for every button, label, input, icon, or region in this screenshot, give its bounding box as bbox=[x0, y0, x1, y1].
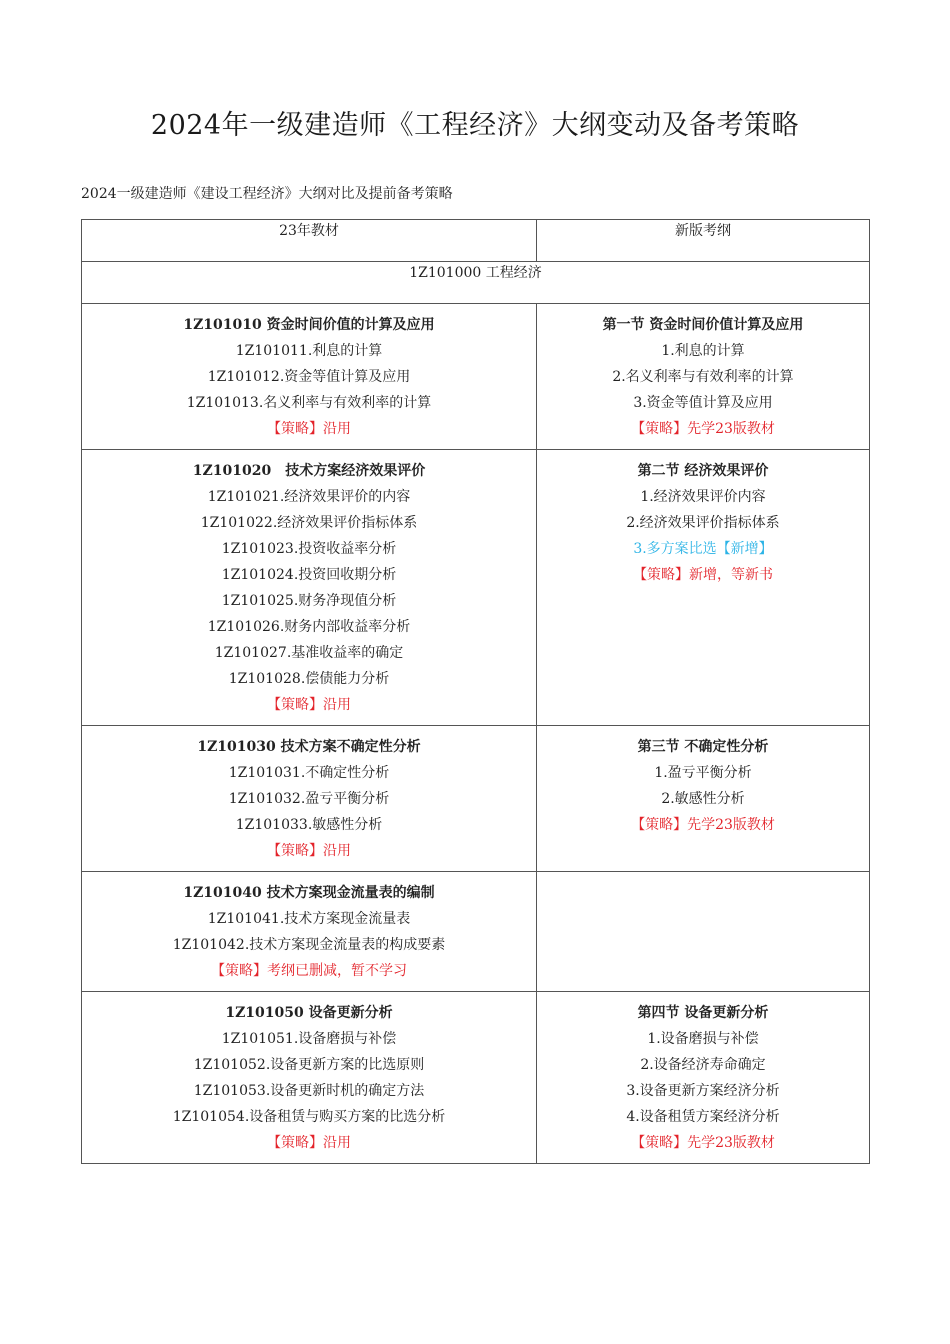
new-section-cell bbox=[537, 304, 870, 450]
table-header-row bbox=[82, 220, 870, 262]
section-item: 2.经济效果评价指标体系 bbox=[626, 515, 780, 531]
chapter-item: 1Z101021.经济效果评价的内容 bbox=[207, 489, 411, 505]
header-new-syllabus: 新版考纲 bbox=[537, 220, 870, 262]
old-chapter-cell bbox=[82, 872, 537, 992]
section-item: 2.名义利率与有效利率的计算 bbox=[612, 369, 794, 385]
section-title: 1Z101000 工程经济 bbox=[82, 262, 870, 304]
table-row bbox=[82, 304, 870, 450]
section-item: 1.经济效果评价内容 bbox=[640, 489, 766, 505]
document-title: 2024年一级建造师《工程经济》大纲变动及备考策略 bbox=[150, 110, 800, 141]
section-heading: 第四节 设备更新分析 bbox=[637, 1005, 769, 1021]
new-section-cell bbox=[537, 450, 870, 726]
section-title-row bbox=[82, 262, 870, 304]
section-item: 1.设备磨损与补偿 bbox=[647, 1031, 759, 1047]
chapter-heading: 1Z101040 技术方案现金流量表的编制 bbox=[183, 885, 435, 901]
chapter-item: 1Z101042.技术方案现金流量表的构成要素 bbox=[172, 937, 446, 953]
new-section-cell bbox=[537, 726, 870, 872]
section-item: 3.设备更新方案经济分析 bbox=[626, 1083, 780, 1099]
table-row bbox=[82, 992, 870, 1164]
chapter-item: 1Z101027.基准收益率的确定 bbox=[214, 645, 404, 661]
old-chapter-cell bbox=[82, 304, 537, 450]
section-item: 1.利息的计算 bbox=[661, 343, 745, 359]
chapter-item: 1Z101041.技术方案现金流量表 bbox=[207, 911, 411, 927]
new-section-cell-empty bbox=[537, 872, 870, 992]
chapter-item: 1Z101013.名义利率与有效利率的计算 bbox=[186, 395, 432, 411]
strategy-note: 【策略】沿用 bbox=[267, 1135, 351, 1151]
new-section-item: 3.多方案比选【新增】 bbox=[633, 541, 773, 557]
comparison-table bbox=[81, 219, 870, 1164]
chapter-item: 1Z101028.偿债能力分析 bbox=[228, 671, 390, 687]
new-section-cell bbox=[537, 992, 870, 1164]
chapter-item: 1Z101051.设备磨损与补偿 bbox=[221, 1031, 397, 1047]
section-item: 1.盈亏平衡分析 bbox=[654, 765, 752, 781]
strategy-note: 【策略】新增，等新书 bbox=[633, 567, 773, 583]
chapter-item: 1Z101011.利息的计算 bbox=[235, 343, 383, 359]
chapter-item: 1Z101054.设备租赁与购买方案的比选分析 bbox=[172, 1109, 446, 1125]
old-chapter-cell bbox=[82, 726, 537, 872]
chapter-heading: 1Z101020 技术方案经济效果评价 bbox=[192, 463, 426, 479]
header-old-textbook: 23年教材 bbox=[82, 220, 537, 262]
chapter-item: 1Z101032.盈亏平衡分析 bbox=[228, 791, 390, 807]
chapter-heading: 1Z101050 设备更新分析 bbox=[225, 1005, 393, 1021]
table-row bbox=[82, 726, 870, 872]
section-heading: 第二节 经济效果评价 bbox=[637, 463, 769, 479]
chapter-item: 1Z101031.不确定性分析 bbox=[228, 765, 390, 781]
strategy-note: 【策略】先学23版教材 bbox=[631, 1135, 775, 1151]
chapter-item: 1Z101033.敏感性分析 bbox=[235, 817, 383, 833]
strategy-note: 【策略】先学23版教材 bbox=[631, 421, 775, 437]
section-item: 4.设备租赁方案经济分析 bbox=[626, 1109, 780, 1125]
chapter-item: 1Z101052.设备更新方案的比选原则 bbox=[193, 1057, 425, 1073]
section-item: 2.敏感性分析 bbox=[661, 791, 745, 807]
old-chapter-cell bbox=[82, 450, 537, 726]
chapter-item: 1Z101026.财务内部收益率分析 bbox=[207, 619, 411, 635]
strategy-note: 【策略】沿用 bbox=[267, 843, 351, 859]
chapter-item: 1Z101025.财务净现值分析 bbox=[221, 593, 397, 609]
chapter-item: 1Z101022.经济效果评价指标体系 bbox=[200, 515, 418, 531]
chapter-item: 1Z101012.资金等值计算及应用 bbox=[207, 369, 411, 385]
chapter-item: 1Z101053.设备更新时机的确定方法 bbox=[193, 1083, 425, 1099]
document-subtitle: 2024一级建造师《建设工程经济》大纲对比及提前备考策略 bbox=[81, 186, 453, 202]
chapter-item: 1Z101024.投资回收期分析 bbox=[221, 567, 397, 583]
chapter-item: 1Z101023.投资收益率分析 bbox=[221, 541, 397, 557]
old-chapter-cell bbox=[82, 992, 537, 1164]
section-heading: 第一节 资金时间价值计算及应用 bbox=[602, 317, 804, 333]
table-row bbox=[82, 450, 870, 726]
chapter-heading: 1Z101030 技术方案不确定性分析 bbox=[197, 739, 421, 755]
section-item: 3.资金等值计算及应用 bbox=[633, 395, 773, 411]
strategy-note: 【策略】沿用 bbox=[267, 421, 351, 437]
chapter-heading: 1Z101010 资金时间价值的计算及应用 bbox=[183, 317, 435, 333]
table-row bbox=[82, 872, 870, 992]
section-heading: 第三节 不确定性分析 bbox=[637, 739, 769, 755]
section-item: 2.设备经济寿命确定 bbox=[640, 1057, 766, 1073]
strategy-note: 【策略】沿用 bbox=[267, 697, 351, 713]
strategy-note: 【策略】考纲已删减，暂不学习 bbox=[211, 963, 407, 979]
strategy-note: 【策略】先学23版教材 bbox=[631, 817, 775, 833]
